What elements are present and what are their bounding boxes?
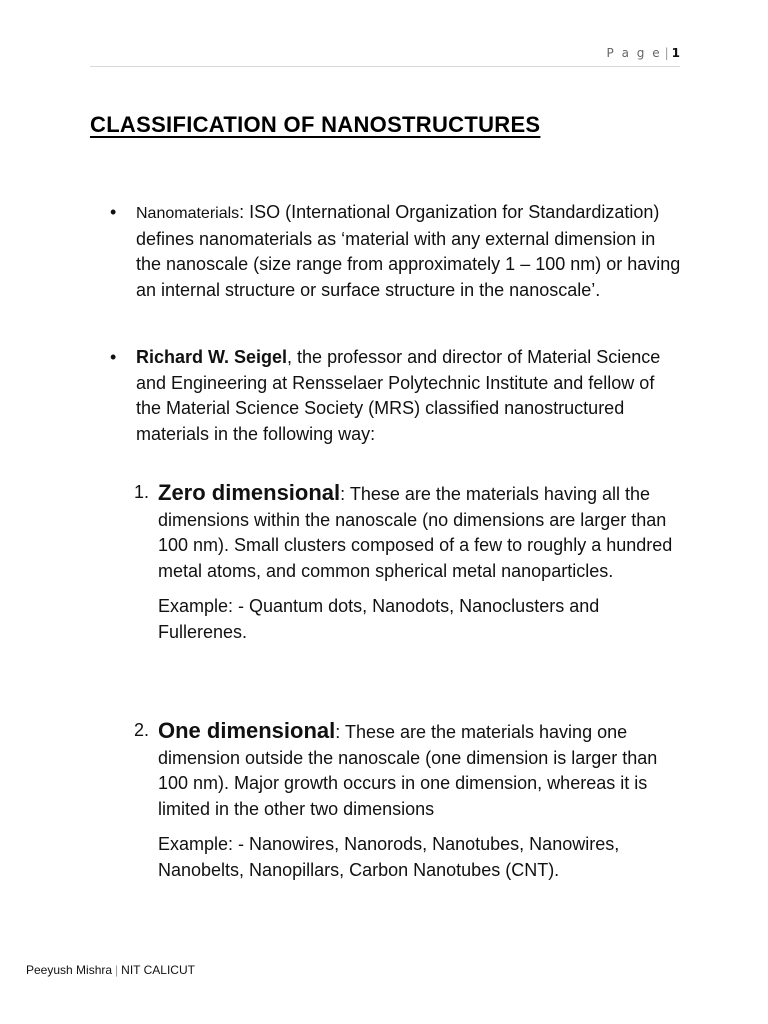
page-separator: | — [664, 46, 669, 60]
item-number: 2. — [134, 720, 150, 740]
bullet-dot-icon: • — [110, 347, 117, 367]
bullet-item-seigel — [110, 345, 682, 447]
page-number: 1 — [671, 46, 680, 60]
item-number: 1. — [134, 482, 150, 502]
item-description: : These are the materials having all the dimensions within the nanoscale (no dimensions are larger than 100 nm). Small clusters composed of a few to roughly a hundred metal atoms, and common spherical metal nanoparticles. — [158, 484, 673, 581]
bullet-list — [110, 200, 682, 447]
bullet-text: : ISO (International Organization for Standardization) defines nanomaterials as ‘material with any external dimension in the nanoscale (size range from approximately 1 – 100 nm) or having an internal structure or surface structure in the nanoscale’. — [136, 202, 681, 300]
bullet-item-nanomaterials — [110, 200, 682, 303]
document-title: CLASSIFICATION OF NANOSTRUCTURES — [90, 112, 541, 137]
page-label: P a g e — [606, 46, 662, 60]
item-body — [158, 718, 682, 822]
bullet-lead: Nanomaterials — [136, 205, 240, 222]
item-body — [158, 480, 682, 584]
footer-institute: NIT CALICUT — [121, 963, 195, 977]
item-description: : These are the materials having one dimension outside the nanoscale (one dimension is larger than 100 nm). Major growth occurs in one dimension, whereas it is limited in the other two dimensions — [158, 722, 658, 819]
page-header — [90, 46, 680, 60]
page-footer — [26, 963, 195, 977]
classification-item-zero-dimensional — [134, 480, 682, 645]
footer-separator: | — [115, 963, 119, 977]
item-example: Example: - Nanowires, Nanorods, Nanotubes, Nanowires, Nanobelts, Nanopillars, Carbon Nanotubes (CNT). — [158, 834, 620, 880]
item-term: One dimensional — [158, 718, 336, 743]
footer-author: Peeyush Mishra — [26, 963, 113, 977]
bullet-lead: Richard W. Seigel — [136, 347, 288, 367]
item-example: Example: - Quantum dots, Nanodots, Nanoclusters and Fullerenes. — [158, 596, 600, 642]
bullet-text: , the professor and director of Material Science and Engineering at Rensselaer Polytechnic Institute and fellow of the Material Science Society (MRS) classified nanostructured materials in the following way: — [136, 347, 661, 444]
header-rule — [90, 66, 680, 67]
item-term: Zero dimensional — [158, 480, 341, 505]
bullet-dot-icon: • — [110, 202, 117, 222]
classification-item-one-dimensional — [134, 718, 682, 883]
